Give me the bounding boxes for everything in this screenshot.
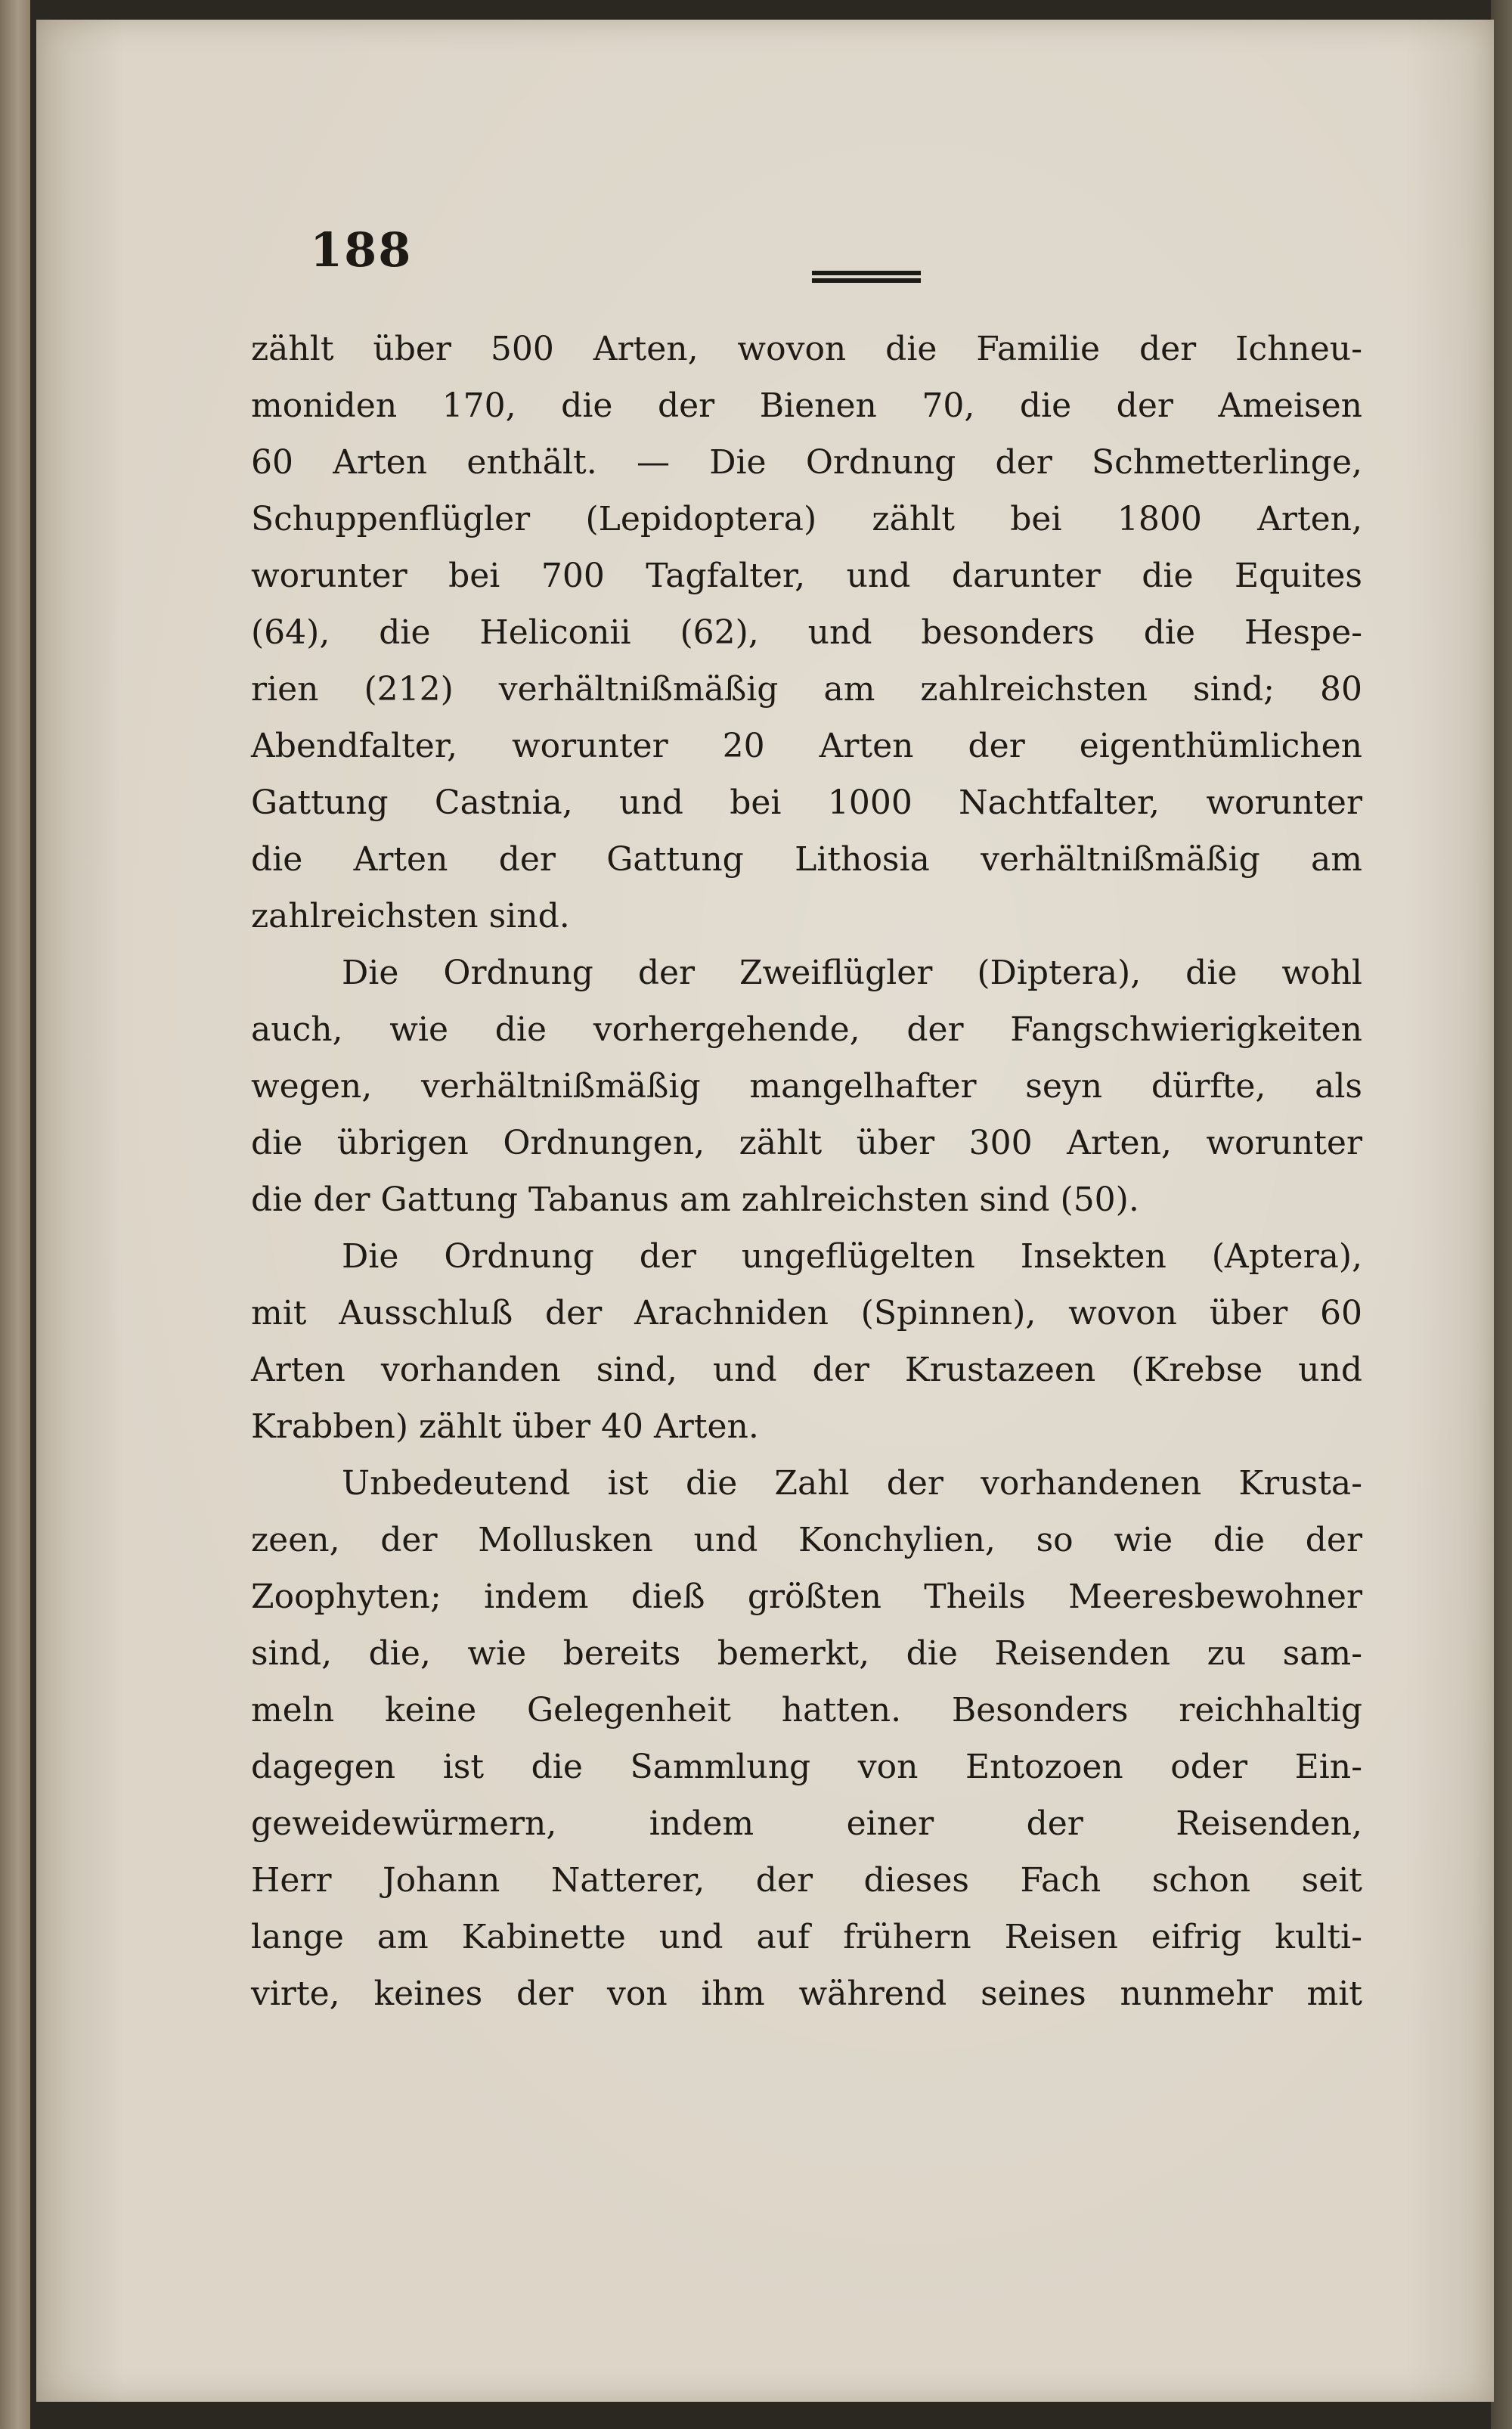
text-line: virte, keines der von ihm während seines nunmehr mit	[251, 1975, 1362, 2013]
text-line: zeen, der Mollusken und Konchylien, so wie die der	[251, 1521, 1362, 1559]
text-line: die Arten der Gattung Lithosia verhältnißmäßig am	[251, 840, 1362, 879]
text-line: Krabben) zählt über 40 Arten.	[251, 1407, 759, 1446]
text-line: Die Ordnung der Zweiflügler (Diptera), die wohl	[342, 954, 1362, 992]
text-line: Arten vorhanden sind, und der Krustazeen (Krebse und	[251, 1351, 1362, 1389]
paragraph-2	[251, 945, 1362, 1228]
text-line: Gattung Castnia, und bei 1000 Nachtfalter, worunter	[251, 783, 1362, 822]
text-line: geweidewürmern, indem einer der Reisenden,	[251, 1804, 1362, 1843]
paragraph-1	[251, 321, 1362, 945]
page-number: 188	[310, 222, 413, 278]
text-line: Herr Johann Natterer, der dieses Fach schon seit	[251, 1861, 1362, 1900]
text-line: mit Ausschluß der Arachniden (Spinnen), wovon über 60	[251, 1294, 1362, 1332]
paragraph-3	[251, 1228, 1362, 1455]
text-line: die übrigen Ordnungen, zählt über 300 Arten, worunter	[251, 1124, 1362, 1162]
text-line: worunter bei 700 Tagfalter, und darunter die Equites	[251, 557, 1362, 595]
text-line: Die Ordnung der ungeflügelten Insekten (Aptera),	[342, 1237, 1362, 1276]
text-line: Schuppenflügler (Lepidoptera) zählt bei 1800 Arten,	[251, 500, 1362, 538]
text-line: Abendfalter, worunter 20 Arten der eigenthümlichen	[251, 727, 1362, 765]
text-line: lange am Kabinette und auf frühern Reisen eifrig kulti-	[251, 1918, 1362, 1956]
text-line: Zoophyten; indem dieß größten Theils Meeresbewohner	[251, 1577, 1362, 1616]
text-line: zählt über 500 Arten, wovon die Familie der Ichneu-	[251, 330, 1362, 368]
paragraph-4	[251, 1455, 1362, 2022]
book-spine-edge	[0, 0, 30, 2429]
text-line: moniden 170, die der Bienen 70, die der Ameisen	[251, 386, 1362, 425]
text-line: Unbedeutend ist die Zahl der vorhandenen Krusta-	[342, 1464, 1362, 1503]
text-line: (64), die Heliconii (62), und besonders die Hespe-	[251, 613, 1362, 652]
page-stack-edge	[1491, 0, 1512, 2429]
text-line: zahlreichsten sind.	[251, 897, 570, 935]
text-line: rien (212) verhältnißmäßig am zahlreichsten sind; 80	[251, 670, 1362, 709]
body-text	[251, 321, 1362, 2022]
text-line: auch, wie die vorhergehende, der Fangschwierigkeiten	[251, 1010, 1362, 1049]
text-line: dagegen ist die Sammlung von Entozoen oder Ein-	[251, 1748, 1362, 1786]
header-rule	[812, 271, 921, 283]
text-line: sind, die, wie bereits bemerkt, die Reisenden zu sam-	[251, 1634, 1362, 1673]
text-line: die der Gattung Tabanus am zahlreichsten sind (50).	[251, 1180, 1139, 1219]
text-line: 60 Arten enthält. — Die Ordnung der Schmetterlinge,	[251, 443, 1362, 482]
text-line: meln keine Gelegenheit hatten. Besonders reichhaltig	[251, 1691, 1362, 1729]
text-line: wegen, verhältnißmäßig mangelhafter seyn dürfte, als	[251, 1067, 1362, 1106]
